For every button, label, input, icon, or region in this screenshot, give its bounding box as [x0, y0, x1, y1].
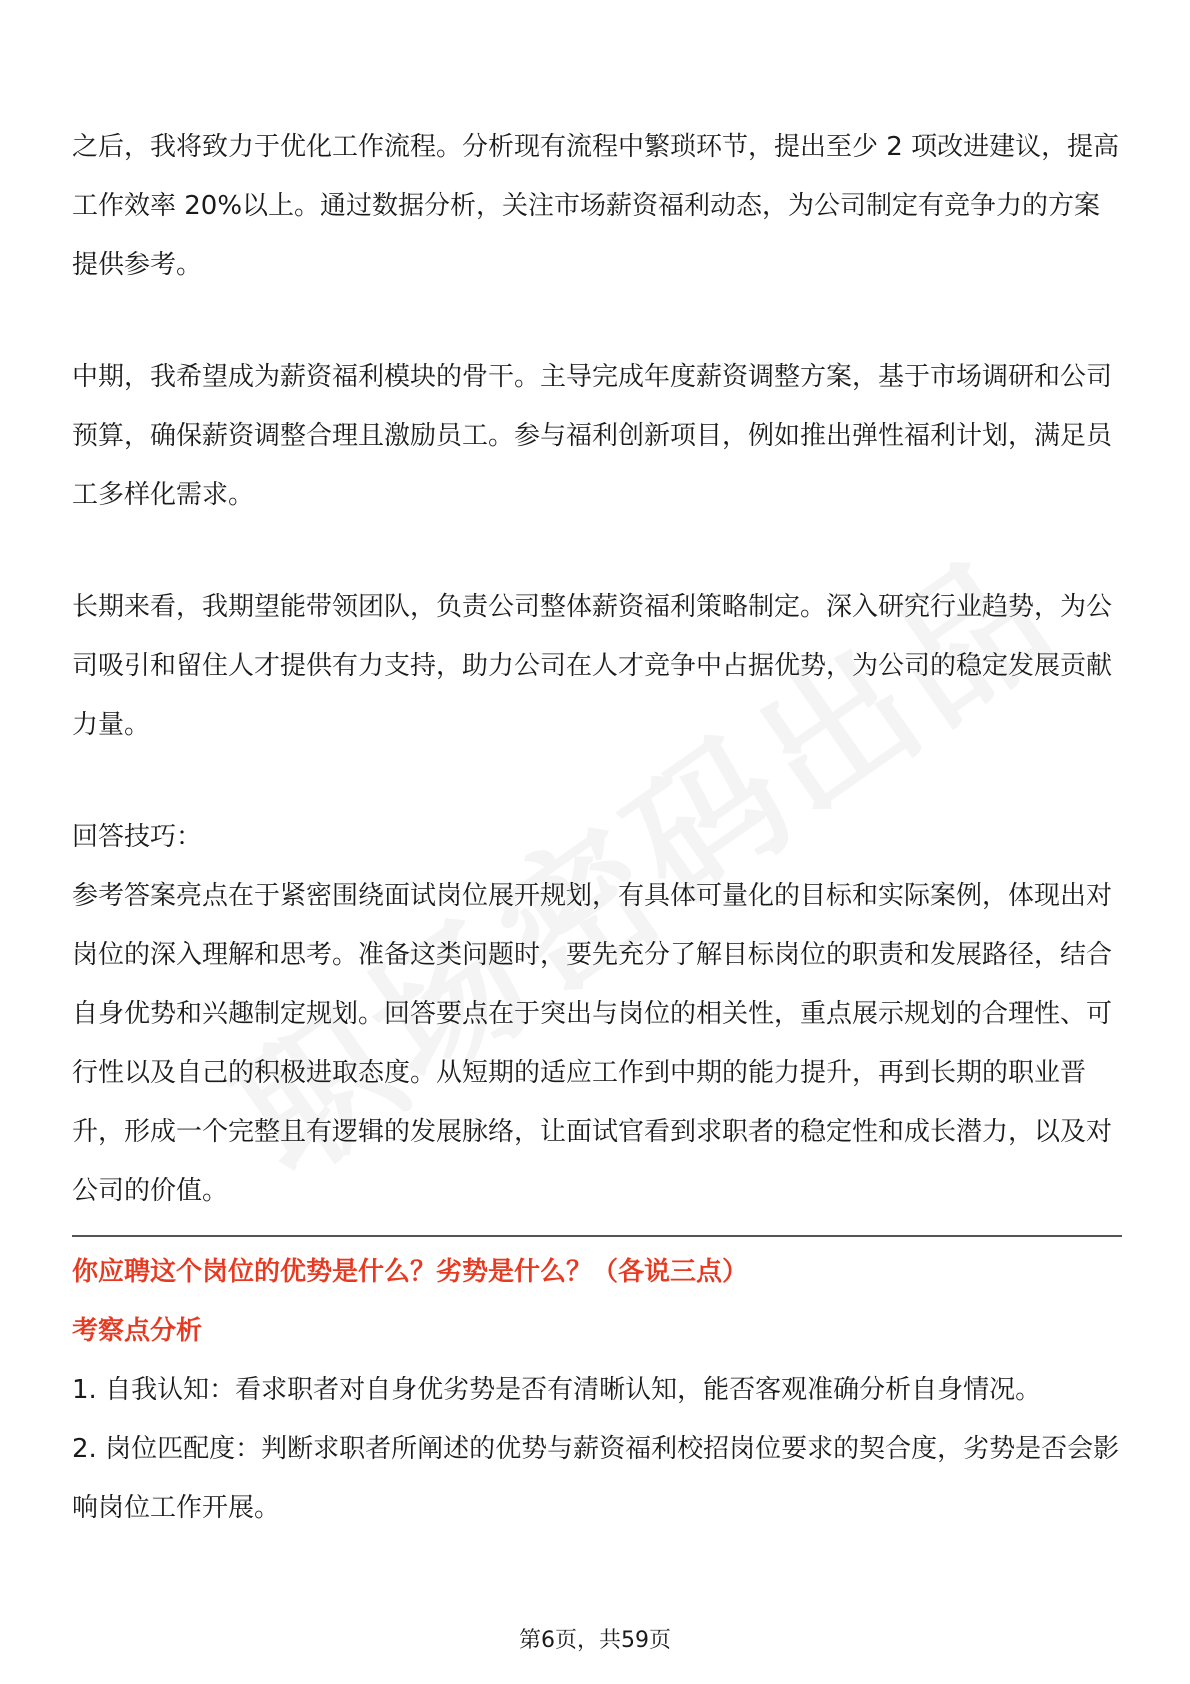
tips-text: 参考答案亮点在于紧密围绕面试岗位展开规划，有具体可量化的目标和实际案例，体现出对岗位的深入理解和思考。准备这类问题时，要先充分了解目标岗位的职责和发展路径，结合自身优势和兴趣制定规划。回答要点在于突出与岗位的相关性，重点展示规划的合理性、可行性以及自己的积极进取态度。从短期的适应工作到中期的能力提升，再到长期的职业晋升，形成一个完整且有逻辑的发展脉络，让面试官看到求职者的稳定性和成长潜力，以及对公司的价值。: [72, 881, 1113, 1206]
section-divider: [72, 1235, 1122, 1237]
analysis-heading: 考察点分析: [72, 1316, 203, 1346]
paragraph-gap: [72, 755, 1122, 808]
paragraph-gap: [72, 525, 1122, 578]
paragraph-mid-term: 中期，我希望成为薪资福利模块的骨干。主导完成年度薪资调整方案，基于市场调研和公司预算，确保薪资调整合理且激励员工。参与福利创新项目，例如推出弹性福利计划，满足员工多样化需求。: [72, 362, 1113, 510]
paragraph-short-term: 之后，我将致力于优化工作流程。分析现有流程中繁琐环节，提出至少 2 项改进建议，提高工作效率 20%以上。通过数据分析，关注市场薪资福利动态，为公司制定有竞争力的方案提供参考。: [72, 132, 1120, 280]
page-content: [72, 118, 1122, 1538]
tips-label: 回答技巧：: [72, 822, 203, 852]
question-title: 你应聘这个岗位的优势是什么？劣势是什么？（各说三点）: [72, 1257, 749, 1287]
paragraph-gap: [72, 295, 1122, 348]
analysis-point: 1. 自我认知：看求职者对自身优劣势是否有清晰认知，能否客观准确分析自身情况。: [72, 1375, 1042, 1405]
analysis-point: 2. 岗位匹配度：判断求职者所阐述的优势与薪资福利校招岗位要求的契合度，劣势是否会影响岗位工作开展。: [72, 1434, 1120, 1523]
paragraph-long-term: 长期来看，我期望能带领团队，负责公司整体薪资福利策略制定。深入研究行业趋势，为公司吸引和留住人才提供有力支持，助力公司在人才竞争中占据优势，为公司的稳定发展贡献力量。: [72, 592, 1113, 740]
page-number: 第6页，共59页: [519, 1628, 671, 1653]
